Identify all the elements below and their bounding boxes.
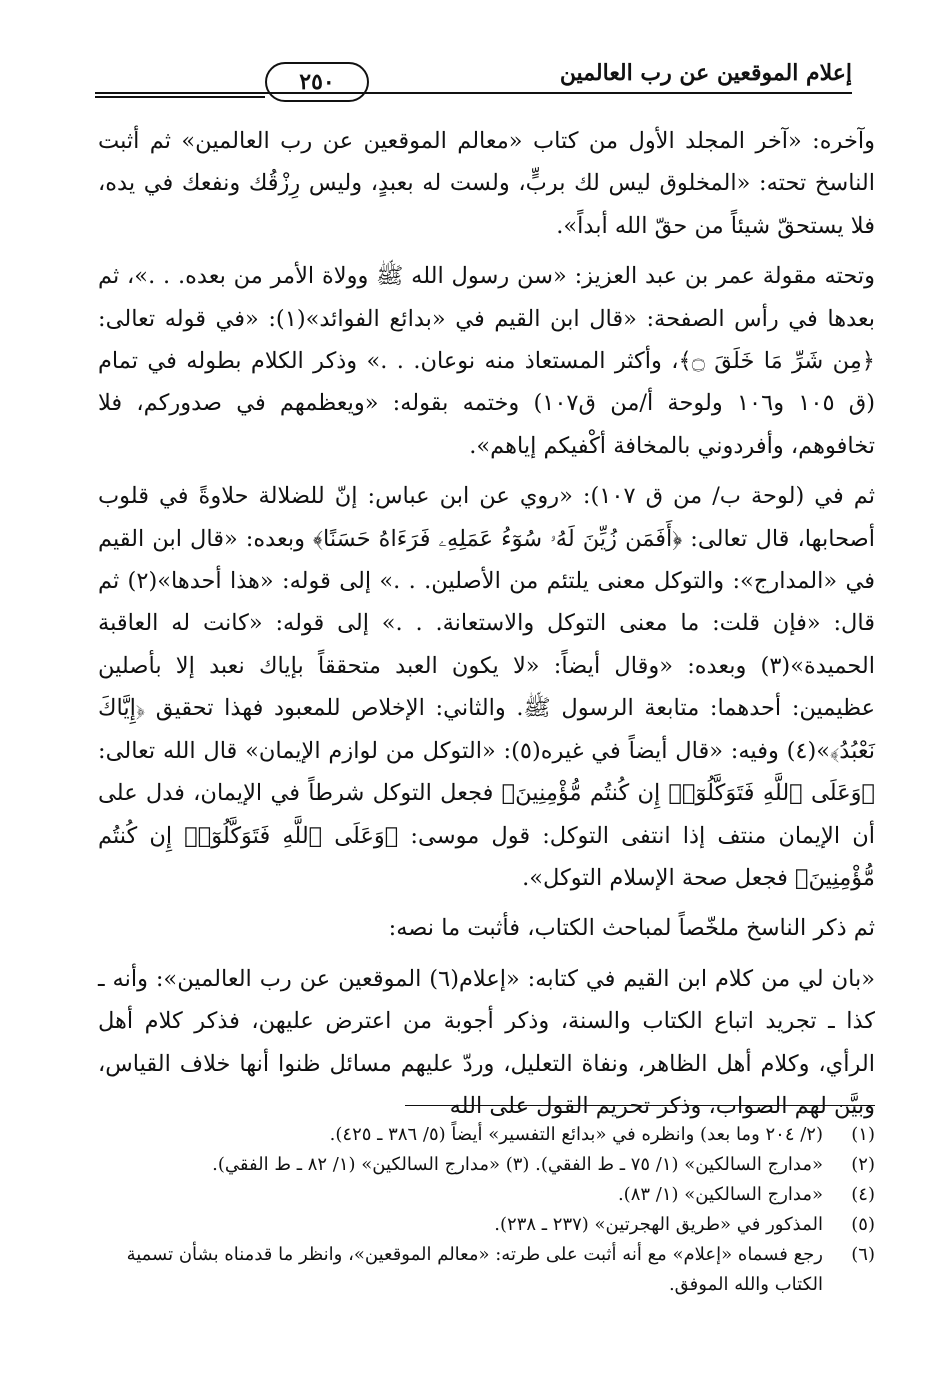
paragraph: ثم ذكر الناسخ ملخّصاً لمباحث الكتاب، فأثبت ما نصه: — [388, 915, 875, 942]
footnote — [98, 1180, 875, 1210]
footnote-number: (٢) — [851, 1154, 875, 1175]
footnote — [98, 1120, 875, 1150]
footnote-text: رجع فسماه «إعلام» مع أنه أثبت على طرته: «معالم الموقعين»، وانظر ما قدمناه بشأن تسمية الكتاب والله الموفق. — [126, 1244, 823, 1295]
footnote-text: (٢/ ٢٠٤ وما بعد) وانظره في «بدائع التفسير» أيضاً (٥/ ٣٨٦ ـ ٤٢٥). — [329, 1124, 823, 1145]
paragraph: «بان لي من كلام ابن القيم في كتابه: «إعلام(٦) الموقعين عن رب العالمين»: وأنه ـ كذا ـ تجريد اتباع الكتاب والسنة، وذكر أجوبة من اعترض عليهن، فذكر كلام أهل الرأي، وكلام أهل الظاهر، ونفاة التعليل، وردّ عليهم مسائل ظنوا أنها خلاف القياس، وبيَّن لهم الصواب، وذكر تحريم القول على الله — [98, 965, 875, 1119]
footnote — [98, 1150, 875, 1180]
footnote-text: المذكور في «طريق الهجرتين» (٢٣٧ ـ ٢٣٨). — [494, 1214, 823, 1235]
footnote-separator — [405, 1105, 875, 1106]
paragraph: وآخره: «آخر المجلد الأول من كتاب «معالم الموقعين عن رب العالمين» ثم أثبت الناسخ تحته: «المخلوق ليس لك بربٍّ، ولست له بعبدٍ، وليس رِزْقُك ونفعك في يده، فلا يستحقّ شيئاً من حقّ الله أبداً». — [98, 128, 875, 239]
footnote-text: «مدارج السالكين» (١/ ٧٥ ـ ط الفقي). (٣) «مدارج السالكين» (١/ ٨٢ ـ ط الفقي). — [212, 1154, 823, 1175]
main-text — [98, 120, 875, 1135]
running-title: إعلام الموقعين عن رب العالمين — [559, 60, 852, 86]
header-rule-double — [95, 96, 265, 98]
footnote-number: (٤) — [851, 1184, 875, 1205]
footnote-number: (٥) — [851, 1214, 875, 1235]
page-header — [95, 40, 852, 100]
footnote — [98, 1240, 875, 1300]
footnote-number: (٦) — [851, 1244, 875, 1265]
footnote — [98, 1210, 875, 1240]
page-number: ٢٥٠ — [265, 62, 369, 102]
footnotes — [98, 1120, 875, 1300]
footnote-number: (١) — [851, 1124, 875, 1145]
footnote-text: «مدارج السالكين» (١/ ٨٣). — [617, 1184, 823, 1205]
paragraph: وتحته مقولة عمر بن عبد العزيز: «سن رسول الله ﷺ وولاة الأمر من بعده. . .»، ثم بعدها في رأس الصفحة: «قال ابن القيم في «بدائع الفوائد»(١): «في قوله تعالى: ﴿مِن شَرِّ مَا خَلَقَ ۝﴾، وأكثر المستعاذ منه نوعان. . .» وذكر الكلام بطوله في تمام (ق ١٠٥ و١٠٦ ولوحة أ/من ق١٠٧) وختمه بقوله: «ويعظمهم في صدوركم، فلا تخافوهم، وأفردوني بالمخافة أكْفيكم إياهم». — [98, 263, 875, 459]
paragraph: ثم في (لوحة ب/ من ق ١٠٧): «روي عن ابن عباس: إنّ للضلالة حلاوةً في قلوب أصحابها، قال تعالى: ﴿أَفَمَن زُيِّنَ لَهُۥ سُوٓءُ عَمَلِهِۦ فَرَءَاهُ حَسَنًا﴾ وبعده: «قال ابن القيم في «المدارج»: والتوكل معنى يلتئم من الأصلين. . .» إلى قوله: «هذا أحدها»(٢) ثم قال: «فإن قلت: ما معنى التوكل والاستعانة. . .» إلى قوله: «كانت له العاقبة الحميدة»(٣) وبعده: «وقال أيضاً: «لا يكون العبد متحققاً بإياك نعبد إلا بأصلين عظيمين: أحدهما: متابعة الرسول ﷺ. والثاني: الإخلاص للمعبود فهذا تحقيق ﴿إِيَّاكَ نَعْبُدُ﴾»(٤) وفيه: «قال أيضاً في غيره(٥): «التوكل من لوازم الإيمان» قال الله تعالى: ﴿وَعَلَى ٱللَّهِ فَتَوَكَّلُوٓا۟ إِن كُنتُم مُّؤْمِنِينَ﴾ فجعل التوكل شرطاً في الإيمان، فدل على أن الإيمان منتف إذا انتفى التوكل: قول موسى: ﴿وَعَلَى ٱللَّهِ فَتَوَكَّلُوٓا۟ إِن كُنتُم مُّؤْمِنِينَ﴾ فجعل صحة الإسلام التوكل». — [98, 483, 876, 891]
header-rule — [95, 92, 852, 94]
